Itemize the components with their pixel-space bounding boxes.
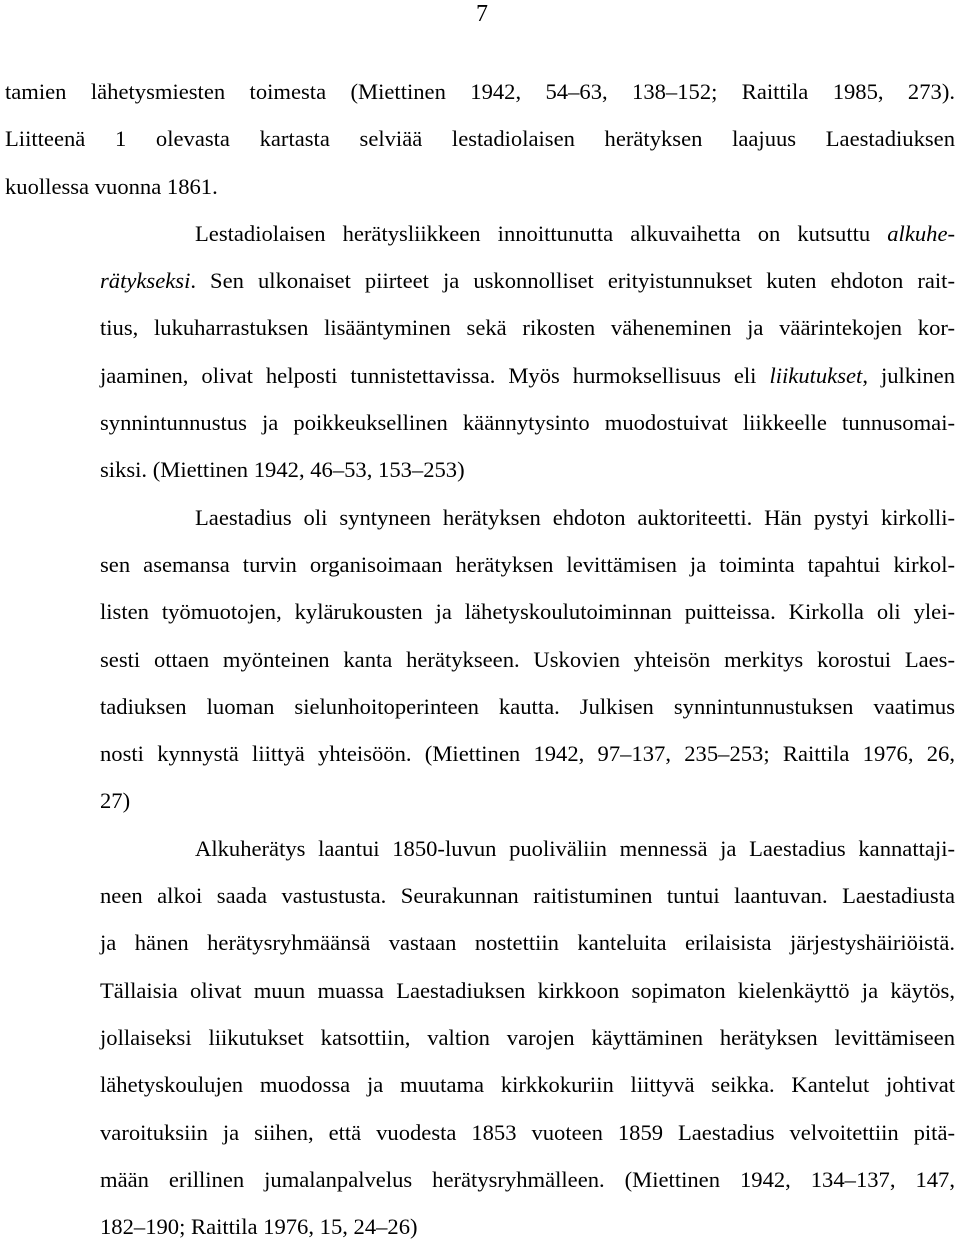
paragraph <box>5 494 955 825</box>
text-run: sen asemansa turvin organisoimaan herätyksen levittämisen ja toiminta tapahtui kirkol- <box>100 551 955 577</box>
text-run: 182–190; Raittila 1976, 15, 24–26) <box>100 1214 418 1240</box>
text-run: Liitteenä 1 olevasta kartasta selviää lestadiolaisen herätyksen laajuus Laestadiuksen <box>5 126 955 152</box>
text-line <box>5 636 955 683</box>
text-run: lähetyskoulujen muodossa ja muutama kirkkokuriin liittyvä seikka. Kantelut johtivat <box>100 1072 955 1098</box>
text-run: listen työmuotojen, kylärukousten ja lähetyskoulutoiminnan puitteissa. Kirkolla oli ylei- <box>100 599 955 625</box>
text-run: ja hänen herätysryhmäänsä vastaan nostettiin kanteluita erilaisista järjestyshäiriöistä. <box>100 930 955 956</box>
text-line <box>5 1061 955 1108</box>
text-run: sesti ottaen myönteinen kanta herätykseen. Uskovien yhteisön merkitys korostui Laes- <box>100 646 955 672</box>
text-line <box>5 683 955 730</box>
text-line <box>5 1109 955 1156</box>
text-run: siksi. (Miettinen 1942, 46–53, 153–253) <box>100 457 465 483</box>
text-run: varoituksiin ja siihen, että vuodesta 1853 vuoteen 1859 Laestadius velvoitettiin pitä- <box>100 1119 955 1145</box>
text-run: jaaminen, olivat helposti tunnistettavissa. Myös hurmoksellisuus eli <box>100 362 770 388</box>
text-run: Tällaisia olivat muun muassa Laestadiuksen kirkkoon sopimaton kielenkäyttö ja käytös, <box>100 977 955 1003</box>
text-run: 27) <box>100 788 131 814</box>
text-line <box>5 967 955 1014</box>
text-run: . Sen ulkonaiset piirteet ja uskonnolliset erityistunnukset kuten ehdoton rait- <box>190 268 955 294</box>
text-line <box>5 825 955 872</box>
text-run: Lestadiolaisen herätysliikkeen innoittunutta alkuvaihetta on kutsuttu <box>195 220 888 246</box>
text-line <box>5 352 955 399</box>
text-run: nosti kynnystä liittyä yhteisöön. (Miettinen 1942, 97–137, 235–253; Raittila 1976, 26, <box>100 741 955 767</box>
text-line <box>5 257 955 304</box>
text-line <box>5 494 955 541</box>
text-line <box>5 163 955 210</box>
italic-term: liikutukset <box>769 362 863 388</box>
text-run: tadiuksen luoman sielunhoitoperinteen kautta. Julkisen synnintunnustuksen vaatimus <box>100 693 955 719</box>
text-line <box>5 115 955 162</box>
text-run: mään erillinen jumalanpalvelus herätysryhmälleen. (Miettinen 1942, 134–137, 147, <box>100 1166 955 1192</box>
italic-term: rätykseksi <box>100 268 191 294</box>
text-run: Laestadius oli syntyneen herätyksen ehdoton auktoriteetti. Hän pystyi kirkolli- <box>195 504 955 530</box>
text-run: tius, lukuharrastuksen lisääntyminen sekä rikosten väheneminen ja väärintekojen kor- <box>100 315 955 341</box>
text-run: neen alkoi saada vastustusta. Seurakunnan raitistuminen tuntui laantuvan. Laestadiusta <box>100 883 955 909</box>
text-line <box>5 210 955 257</box>
page-number: 7 <box>476 1 488 27</box>
paragraph <box>5 210 955 494</box>
text-line <box>5 588 955 635</box>
text-run: kuollessa vuonna 1861. <box>5 173 218 199</box>
text-run: tamien lähetysmiesten toimesta (Miettinen 1942, 54–63, 138–152; Raittila 1985, 273). <box>5 79 955 104</box>
text-line <box>5 777 955 824</box>
text-line <box>5 399 955 446</box>
body-text <box>5 68 955 1250</box>
text-run: Alkuherätys laantui 1850-luvun puoliväliin mennessä ja Laestadius kannattaji- <box>195 835 955 861</box>
text-line <box>5 1156 955 1203</box>
text-line <box>5 872 955 919</box>
paragraph <box>5 825 955 1250</box>
text-run: jollaiseksi liikutukset katsottiin, valtion varojen käyttäminen herätyksen levittämiseen <box>100 1024 955 1050</box>
italic-term: alkuhe- <box>887 220 955 246</box>
text-line <box>5 1203 955 1250</box>
text-run: , julkinen <box>862 362 955 388</box>
text-line <box>5 304 955 351</box>
text-line <box>5 919 955 966</box>
text-line <box>5 1014 955 1061</box>
text-line <box>5 730 955 777</box>
text-line <box>5 541 955 588</box>
paragraph <box>5 68 955 210</box>
text-run: synnintunnustus ja poikkeuksellinen käännytysinto muodostuivat liikkeelle tunnusomai- <box>100 410 955 436</box>
text-line <box>5 68 955 115</box>
text-line <box>5 446 955 493</box>
